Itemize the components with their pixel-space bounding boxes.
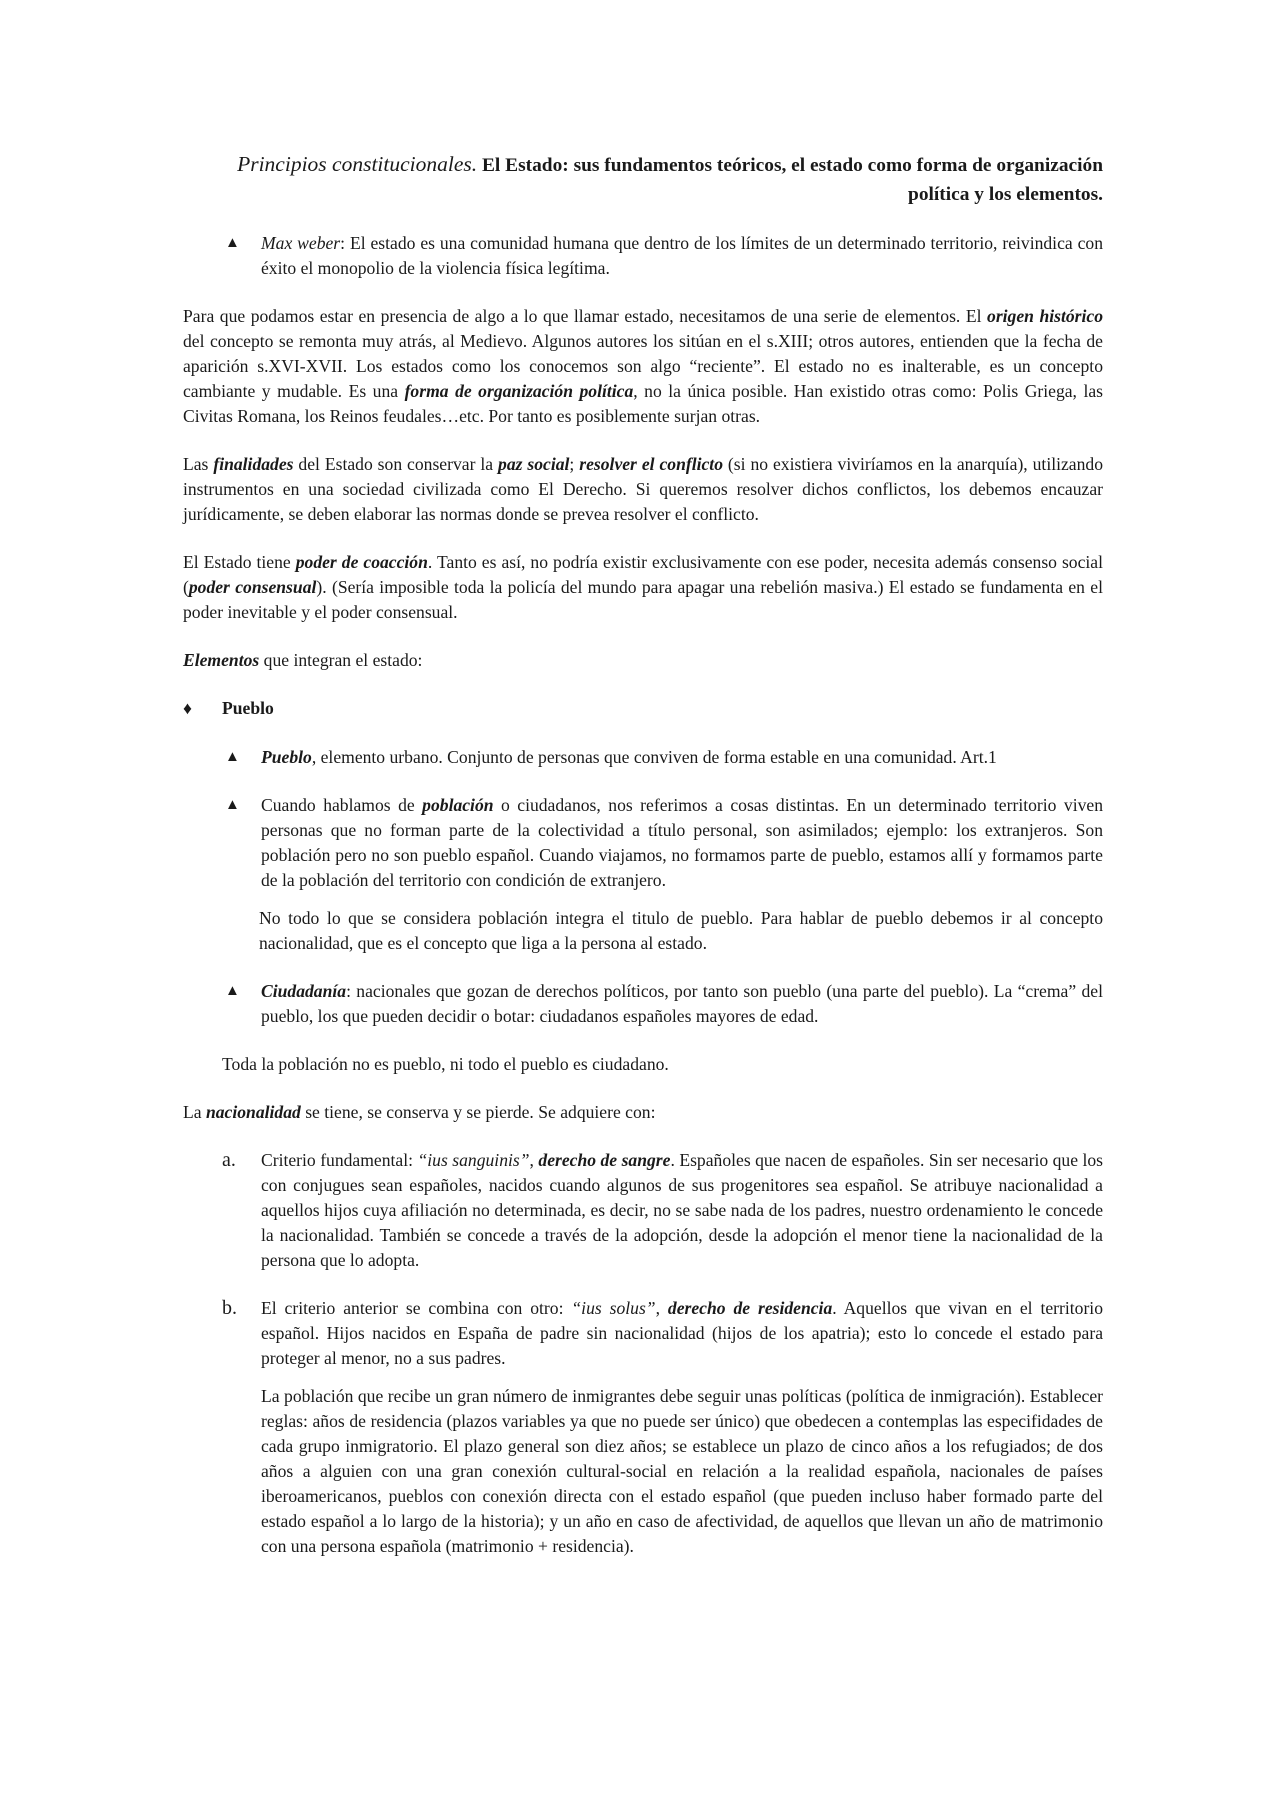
text-run: ). (Sería imposible toda la policía del mundo para apagar una rebelión masiva.) El estado se fundamenta en el poder inevitable y el poder consensual. (183, 577, 1103, 622)
text-run: ; (569, 454, 580, 474)
item-a-text (261, 1148, 1103, 1273)
emphasis-nacionalidad: nacionalidad (205, 1102, 301, 1122)
text-run: Cuando hablamos de (261, 795, 423, 815)
paragraph-finalidades (183, 452, 1103, 527)
poblacion-text (261, 793, 1103, 893)
weber-bullet (183, 231, 1103, 281)
emphasis-paz: paz social (498, 454, 570, 474)
text-run: , (655, 1298, 668, 1318)
paragraph-origen (183, 304, 1103, 429)
emphasis-consensual: poder consensual (188, 577, 317, 597)
list-letter-a: a. (222, 1149, 236, 1171)
triangle-bullet-icon: ▲ (225, 797, 240, 813)
triangle-bullet-icon: ▲ (225, 749, 240, 765)
emphasis-elementos: Elementos (183, 650, 260, 670)
text-run: Criterio fundamental: (261, 1150, 418, 1170)
emphasis-derecho-residencia: derecho de residencia (667, 1298, 833, 1318)
triangle-bullet-icon: ▲ (225, 983, 240, 999)
emphasis-forma: forma de organización política (404, 381, 634, 401)
text-run: . Aquellos que vivan en el territorio español. Hijos nacidos en España de padre sin nacionalidad (hijos de los apatria); esto lo concede el estado para proteger al menor, no a sus padres. (261, 1298, 1103, 1368)
text-run: . Españoles que nacen de españoles. Sin ser necesario que los con conjugues sean españoles, nacidos cuando algunos de sus progenitores sea español. Se atribuye nacionalidad a aquellos hijos cuya afiliación no determinada, es decir, no se sabe nada de los padres, nuestro ordenamiento le concede la nacionalidad. También se concede a través de la adopción, desde la adopción el menor tiene la nacionalidad de la persona que lo adopta. (261, 1150, 1104, 1270)
item-b-note: La población que recibe un gran número de inmigrantes debe seguir unas políticas (política de inmigración). Establecer reglas: años de residencia (plazos variables ya que no puede ser único) que obedecen a contemplas las especifidades de cada grupo inmigratorio. El plazo general son diez años; se establece un plazo de cinco años a los refugiados; de dos años a alguien con una gran conexión cultural-social en relación a la realidad española, nacionales de países iberoamericanos, pueblos con conexión directa con el estado español (que pueden incluso haber formado parte del estado español a lo largo de la historia); y un año en caso de afectividad, de aquellos que llevan un año de matrimonio con una persona española (matrimonio + residencia). (261, 1386, 1103, 1556)
text-run: . Tanto es así, no podría existir exclusivamente con ese poder, necesita además consenso social ( (183, 552, 1104, 597)
emphasis-coaccion: poder de coacción (295, 552, 428, 572)
pueblo-heading (183, 696, 1103, 721)
emphasis-conflicto: resolver el conflicto (579, 454, 723, 474)
emphasis-derecho-sangre: derecho de sangre (538, 1150, 671, 1170)
paragraph-nacionalidad (183, 1100, 1103, 1125)
text-run: se tiene, se conserva y se pierde. Se adquiere con: (300, 1102, 656, 1122)
pueblo-text (261, 745, 1103, 770)
list-item-b (183, 1296, 1103, 1371)
text-run: Para que podamos estar en presencia de algo a lo que llamar estado, necesitamos de una serie de elementos. El (183, 306, 988, 326)
ciudadania-bullet (183, 979, 1103, 1029)
title-italic: Principios constitucionales. (237, 152, 478, 176)
diamond-bullet-icon: ♦ (183, 698, 192, 718)
ciudadania-text (261, 979, 1103, 1029)
emphasis-poblacion: población (422, 795, 494, 815)
summary-line: Toda la población no es pueblo, ni todo el pueblo es ciudadano. (222, 1054, 669, 1074)
emphasis-ius-solus: “ius solus” (571, 1298, 656, 1318)
text-run: , (529, 1150, 539, 1170)
weber-text (261, 231, 1103, 281)
text-run: , no la única posible. Han existido otras como: Polis Griega, las Civitas Romana, los Reinos feudales…etc. Por tanto es posiblemente surjan otras. (183, 381, 1104, 426)
text-run: , elemento urbano. Conjunto de personas que conviven de forma estable en una comunidad. Art.1 (311, 747, 997, 767)
document-page (183, 150, 1103, 1582)
emphasis-pueblo: Pueblo (261, 747, 312, 767)
text-run: Las (183, 454, 214, 474)
list-item-a (183, 1148, 1103, 1273)
title-rest: El Estado: sus fundamentos teóricos, el estado como forma de organización política y los elementos. (477, 155, 1103, 205)
poblacion-bullet (183, 793, 1103, 893)
paragraph-poder (183, 550, 1103, 625)
text-run: : nacionales que gozan de derechos políticos, por tanto son pueblo (una parte del pueblo). La “crema” del pueblo, los que pueden decidir o botar: ciudadanos españoles mayores de edad. (261, 981, 1103, 1026)
text-run: o ciudadanos, nos referimos a cosas distintas. En un determinado territorio viven personas que no forman parte de la colectividad a título personal, son asimilados; ejemplo: los extranjeros. Son población pero no son pueblo español. Cuando viajamos, no formamos parte de pueblo, estamos allí y formamos parte de la población del territorio con condición de extranjero. (261, 795, 1103, 890)
pueblo-heading-label: Pueblo (222, 698, 274, 718)
triangle-bullet-icon: ▲ (225, 235, 240, 251)
text-run: que integran el estado: (259, 650, 423, 670)
text-run: del Estado son conservar la (293, 454, 499, 474)
emphasis-finalidades: finalidades (213, 454, 294, 474)
poblacion-note: No todo lo que se considera población integra el titulo de pueblo. Para hablar de pueblo debemos ir al concepto nacionalidad, que es el concepto que liga a la persona al estado. (259, 908, 1103, 953)
emphasis-ius-sanguinis: “ius sanguinis” (417, 1150, 530, 1170)
weber-definition: : El estado es una comunidad humana que dentro de los límites de un determinado territorio, reivindica con éxito el monopolio de la violencia física legítima. (261, 233, 1103, 278)
emphasis-origen: origen histórico (987, 306, 1103, 326)
text-run: del concepto se remonta muy atrás, al Medievo. Algunos autores los sitúan en el s.XIII; otros autores, entienden que la fecha de aparición s.XVI-XVII. Los estados como los conocemos son algo “reciente”. El estado no es inalterable, es un concepto cambiante y mudable. Es una (183, 331, 1103, 401)
list-letter-b: b. (222, 1297, 237, 1319)
item-b-text (261, 1296, 1103, 1371)
text-run: El criterio anterior se combina con otro: (261, 1298, 572, 1318)
page-title (183, 150, 1103, 209)
emphasis-ciudadania: Ciudadanía (261, 981, 347, 1001)
text-run: La (183, 1102, 206, 1122)
weber-label: Max weber (261, 233, 341, 253)
text-run: El Estado tiene (183, 552, 296, 572)
paragraph-elementos (183, 648, 1103, 673)
text-run: (si no existiera viviríamos en la anarquía), utilizando instrumentos en una sociedad civilizada como El Derecho. Si queremos resolver dichos conflictos, los debemos encauzar jurídicamente, se deben elaborar las normas donde se prevea resolver el conflicto. (183, 454, 1103, 524)
pueblo-bullet (183, 745, 1103, 770)
